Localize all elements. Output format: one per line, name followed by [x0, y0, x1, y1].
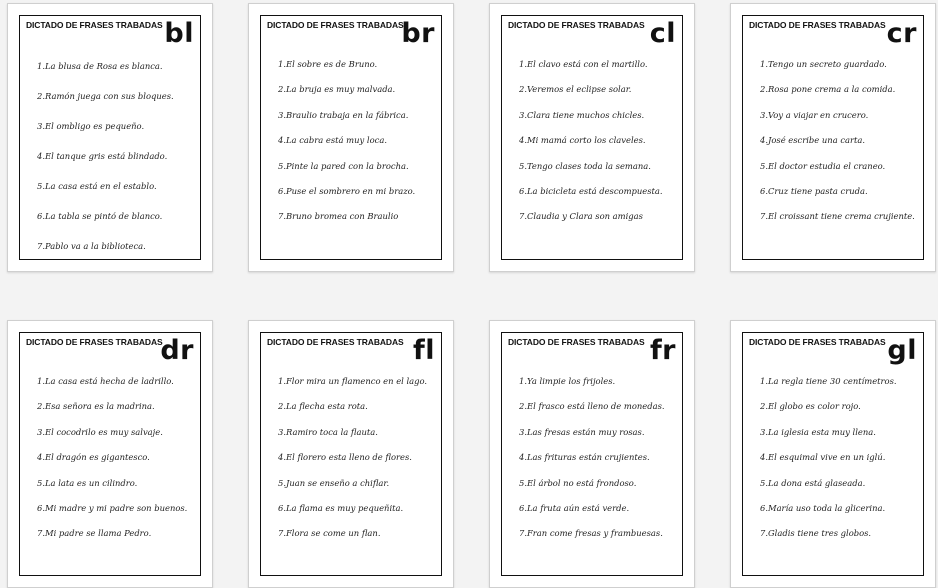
sentence: 5.Tengo clases toda la semana.	[519, 160, 651, 171]
sentence-list	[519, 58, 680, 236]
sentence: 3.Las fresas están muy rosas.	[519, 426, 645, 437]
consonant-blend: cr	[886, 18, 917, 49]
worksheet-dr	[7, 320, 213, 588]
consonant-blend: dr	[160, 335, 194, 366]
sentence: 5.Pinte la pared con la brocha.	[278, 160, 409, 171]
worksheet-br	[248, 3, 454, 272]
worksheet-title: DICTADO DE FRASES TRABADAS	[26, 337, 163, 347]
consonant-blend: fr	[649, 335, 676, 366]
sentence: 5.El árbol no está frondoso.	[519, 477, 637, 488]
sentence: 7.Gladis tiene tres globos.	[760, 528, 872, 539]
sentence: 3.La iglesia esta muy llena.	[760, 426, 876, 437]
sentence: 6.La tabla se pintó de blanco.	[37, 211, 163, 221]
consonant-blend: gl	[887, 335, 917, 366]
sentence-list	[37, 375, 198, 553]
sentence: 3.El cocodrilo es muy salvaje.	[37, 426, 163, 437]
consonant-blend: cl	[649, 18, 676, 49]
sentence: 3.Ramiro toca la flauta.	[278, 426, 378, 437]
sentence: 2.La bruja es muy malvada.	[278, 84, 396, 95]
sentence: 2.La flecha esta rota.	[278, 401, 368, 412]
worksheet-cr	[730, 3, 936, 272]
sentence: 3.Voy a viajar en crucero.	[760, 109, 869, 120]
sentence-list	[278, 58, 439, 236]
worksheet-fl	[248, 320, 454, 588]
worksheet-title: DICTADO DE FRASES TRABADAS	[26, 20, 163, 30]
sentence: 1.El sobre es de Bruno.	[278, 59, 378, 69]
sentence: 5.El doctor estudia el craneo.	[760, 160, 886, 171]
worksheet-card	[260, 15, 442, 260]
worksheet-card	[19, 15, 201, 260]
sentence: 1.Flor mira un flamenco en el lago.	[278, 376, 428, 386]
worksheet-card	[742, 332, 924, 576]
sentence: 7.Mi padre se llama Pedro.	[37, 528, 152, 539]
worksheet-title: DICTADO DE FRASES TRABADAS	[267, 337, 404, 347]
sentence: 6.Cruz tiene pasta cruda.	[760, 185, 868, 196]
sentence: 1.Tengo un secreto guardado.	[760, 59, 887, 69]
worksheet-card	[501, 332, 683, 576]
worksheet-title: DICTADO DE FRASES TRABADAS	[508, 337, 645, 347]
sentence: 3.Braulio trabaja en la fábrica.	[278, 109, 409, 120]
sentence-list	[519, 375, 680, 553]
sentence: 2.Veremos el eclipse solar.	[519, 84, 632, 95]
sentence: 4.El tanque gris está blindado.	[37, 151, 168, 161]
consonant-blend: br	[401, 18, 435, 49]
sentence: 3.Clara tiene muchos chicles.	[519, 109, 645, 120]
sentence-list	[37, 60, 198, 270]
sentence: 2.Rosa pone crema a la comida.	[760, 84, 896, 95]
worksheet-title: DICTADO DE FRASES TRABADAS	[508, 20, 645, 30]
sentence: 2.El globo es color rojo.	[760, 401, 861, 412]
sentence: 7.Bruno bromea con Braulio	[278, 211, 399, 222]
sentence: 5.La lata es un cilindro.	[37, 477, 138, 488]
worksheet-card	[742, 15, 924, 260]
worksheet-title: DICTADO DE FRASES TRABADAS	[267, 20, 404, 30]
sentence: 1.La casa está hecha de ladrillo.	[37, 376, 174, 386]
sentence: 4.Las frituras están crujientes.	[519, 452, 650, 463]
sentence: 1.El clavo está con el martillo.	[519, 59, 648, 69]
sentence: 7.Pablo va a la biblioteca.	[37, 241, 146, 251]
sentence: 5.Juan se enseño a chiflar.	[278, 477, 390, 488]
sentence-list	[278, 375, 439, 553]
sentence: 4.El dragón es gigantesco.	[37, 452, 150, 463]
sentence: 6.Puse el sombrero en mi brazo.	[278, 185, 416, 196]
row-gap	[0, 298, 938, 320]
sentence: 5.La casa está en el establo.	[37, 181, 157, 191]
sentence-list	[760, 58, 921, 236]
consonant-blend: fl	[412, 335, 435, 366]
sentence: 2.El frasco está lleno de monedas.	[519, 401, 665, 412]
sentence: 7.Flora se come un flan.	[278, 528, 381, 539]
sentence-list	[760, 375, 921, 553]
sentence: 4.El florero esta lleno de flores.	[278, 452, 412, 463]
worksheet-card	[260, 332, 442, 576]
sentence: 6.La fruta aún está verde.	[519, 502, 630, 513]
sentence: 1.Ya limpie los frijoles.	[519, 376, 616, 386]
sentence: 5.La dona está glaseada.	[760, 477, 866, 488]
sentence: 7.Fran come fresas y frambuesas.	[519, 528, 663, 539]
sentence: 4.La cabra está muy loca.	[278, 135, 387, 146]
sentence: 7.Claudia y Clara son amigas	[519, 211, 643, 222]
worksheet-gl	[730, 320, 936, 588]
worksheet-card	[19, 332, 201, 576]
sentence: 6.La flama es muy pequeñita.	[278, 502, 404, 513]
sentence: 6.Mi madre y mi padre son buenos.	[37, 502, 188, 513]
worksheet-bl	[7, 3, 213, 272]
worksheet-fr	[489, 320, 695, 588]
sentence: 6.María uso toda la glicerina.	[760, 502, 886, 513]
worksheet-card	[501, 15, 683, 260]
consonant-blend: bl	[164, 18, 194, 49]
sentence: 4.José escribe una carta.	[760, 135, 866, 146]
sentence: 6.La bicicleta está descompuesta.	[519, 185, 663, 196]
sentence: 2.Esa señora es la madrina.	[37, 401, 155, 412]
sentence: 1.La blusa de Rosa es blanca.	[37, 61, 163, 71]
sentence: 2.Ramón juega con sus bloques.	[37, 91, 174, 101]
sentence: 1.La regla tiene 30 centímetros.	[760, 376, 897, 386]
sentence: 4.Mi mamá corto los claveles.	[519, 135, 646, 146]
sentence: 3.El ombligo es pequeño.	[37, 121, 145, 131]
sentence: 7.El croissant tiene crema crujiente.	[760, 211, 915, 222]
sentence: 4.El esquimal vive en un iglú.	[760, 452, 886, 463]
worksheet-title: DICTADO DE FRASES TRABADAS	[749, 20, 886, 30]
worksheet-cl	[489, 3, 695, 272]
worksheet-title: DICTADO DE FRASES TRABADAS	[749, 337, 886, 347]
